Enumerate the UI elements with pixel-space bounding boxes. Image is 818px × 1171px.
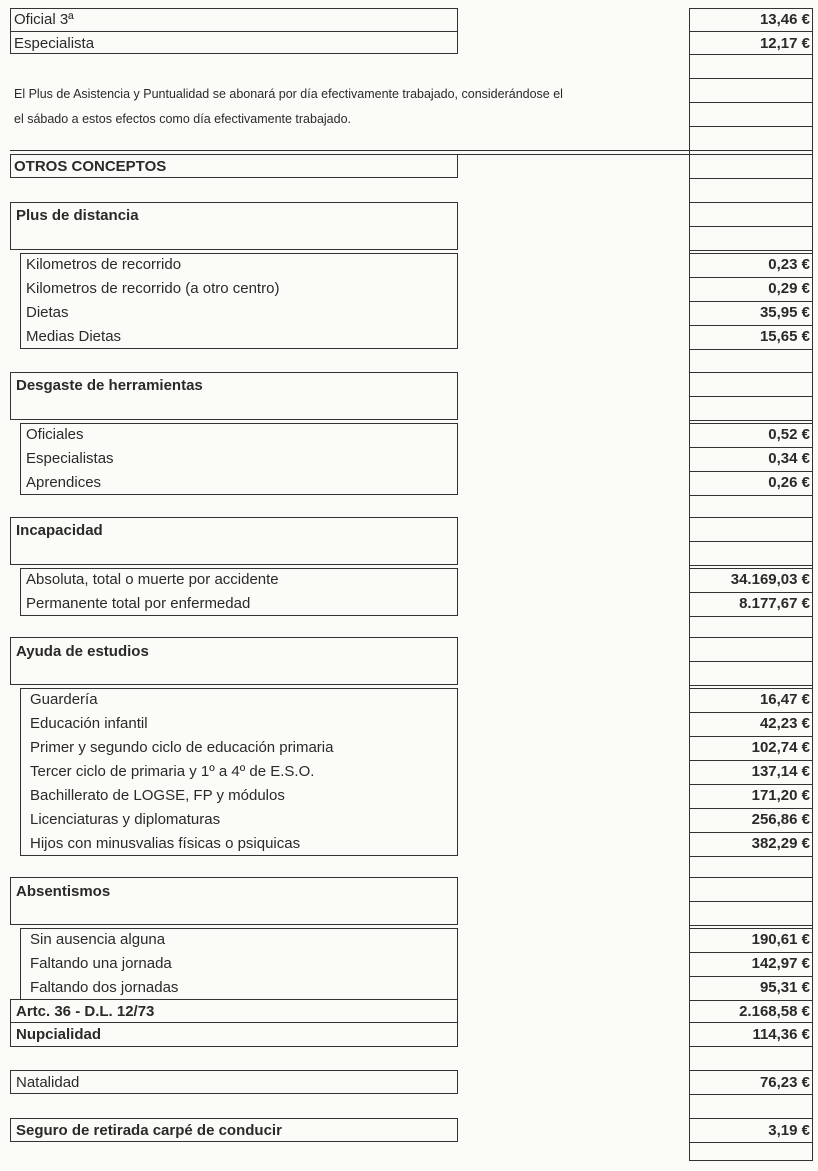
value-column-gridline xyxy=(689,784,813,785)
otros-conceptos-title: OTROS CONCEPTOS xyxy=(14,158,167,175)
note-line-2: el sábado a estos efectos como día efectivamente trabajado. xyxy=(14,112,352,126)
value-column-gridline xyxy=(689,541,813,542)
value-column-gridline xyxy=(689,928,813,929)
incapacidad-item-value: 34.169,03 € xyxy=(730,571,810,588)
value-column-gridline xyxy=(689,78,813,79)
estudios-item-value: 382,29 € xyxy=(751,835,810,852)
value-column-gridline xyxy=(689,202,813,203)
herramientas-title: Desgaste de herramientas xyxy=(16,377,203,394)
value-column-gridline xyxy=(689,1022,813,1023)
distancia-item-value: 35,95 € xyxy=(759,304,810,321)
value-column-gridline xyxy=(689,1046,813,1047)
value-column-gridline xyxy=(689,901,813,902)
distancia-item-label: Kilometros de recorrido (a otro centro) xyxy=(26,280,280,297)
value-column-gridline xyxy=(689,150,813,151)
artc-label: Artc. 36 - D.L. 12/73 xyxy=(16,1003,155,1020)
value-column-gridline xyxy=(689,226,813,227)
absentismos-item-label: Faltando dos jornadas xyxy=(30,979,179,996)
value-column-gridline xyxy=(689,54,813,55)
value-column-gridline xyxy=(689,102,813,103)
value-column-gridline xyxy=(689,925,813,926)
value-column-right-border xyxy=(812,8,813,1160)
estudios-item-value: 42,23 € xyxy=(759,715,810,732)
value-column-gridline xyxy=(689,877,813,878)
value-column-gridline xyxy=(689,661,813,662)
value-column-gridline xyxy=(689,637,813,638)
value-column-gridline xyxy=(689,808,813,809)
value-column-gridline xyxy=(689,1000,813,1001)
value-column-gridline xyxy=(689,952,813,953)
estudios-title: Ayuda de estudios xyxy=(16,643,149,660)
row-value-oficial-3: 13,46 € xyxy=(759,11,810,28)
estudios-item-label: Primer y segundo ciclo de educación primaria xyxy=(30,739,334,756)
value-column-gridline xyxy=(689,760,813,761)
row-label-oficial-3: Oficial 3ª xyxy=(14,11,74,28)
note-line-1: El Plus de Asistencia y Puntualidad se abonará por día efectivamente trabajado, considerándose el xyxy=(14,87,563,101)
value-column-gridline xyxy=(689,420,813,421)
value-column-gridline xyxy=(689,832,813,833)
value-column-gridline xyxy=(689,31,813,32)
estudios-item-label: Hijos con minusvalias físicas o psiquicas xyxy=(30,835,301,852)
value-column-gridline xyxy=(689,253,813,254)
row-divider xyxy=(10,1022,458,1023)
seguro-value: 3,19 € xyxy=(768,1122,810,1139)
value-column-gridline xyxy=(689,1070,813,1071)
distancia-item-label: Dietas xyxy=(26,304,69,321)
value-column-gridline xyxy=(689,1160,813,1161)
value-column-gridline xyxy=(689,277,813,278)
value-column-gridline xyxy=(689,1142,813,1143)
estudios-item-label: Guardería xyxy=(30,691,98,708)
otros-rule-top xyxy=(10,150,690,151)
natalidad-label: Natalidad xyxy=(16,1074,80,1091)
row-label-especialista: Especialista xyxy=(14,35,95,52)
distancia-item-value: 15,65 € xyxy=(759,328,810,345)
herramientas-item-label: Oficiales xyxy=(26,426,84,443)
value-column-gridline xyxy=(689,1094,813,1095)
value-column-gridline xyxy=(689,736,813,737)
herramientas-item-value: 0,34 € xyxy=(768,450,810,467)
value-column-gridline xyxy=(689,126,813,127)
value-column-gridline xyxy=(689,565,813,566)
absentismos-item-label: Sin ausencia alguna xyxy=(30,931,166,948)
estudios-item-value: 16,47 € xyxy=(759,691,810,708)
estudios-item-label: Educación infantil xyxy=(30,715,148,732)
nupcialidad-value: 114,36 € xyxy=(752,1026,810,1043)
value-column-gridline xyxy=(689,685,813,686)
herramientas-item-label: Especialistas xyxy=(26,450,114,467)
value-column-gridline xyxy=(689,372,813,373)
estudios-item-label: Licenciaturas y diplomaturas xyxy=(30,811,221,828)
value-column-gridline xyxy=(689,592,813,593)
estudios-item-value: 102,74 € xyxy=(751,739,810,756)
incapacidad-item-value: 8.177,67 € xyxy=(739,595,810,612)
value-column-gridline xyxy=(689,616,813,617)
absentismos-title: Absentismos xyxy=(16,883,111,900)
natalidad-value: 76,23 € xyxy=(759,1074,810,1091)
value-column-gridline xyxy=(689,349,813,350)
estudios-item-label: Tercer ciclo de primaria y 1º a 4º de E.S.O. xyxy=(30,763,315,780)
value-column-gridline xyxy=(689,517,813,518)
value-column-gridline xyxy=(689,495,813,496)
value-column-gridline xyxy=(689,396,813,397)
herramientas-item-value: 0,52 € xyxy=(768,426,810,443)
value-column-gridline xyxy=(689,568,813,569)
row-value-especialista: 12,17 € xyxy=(759,35,810,52)
herramientas-item-value: 0,26 € xyxy=(768,474,810,491)
distancia-item-value: 0,23 € xyxy=(768,256,810,273)
artc-value: 2.168,58 € xyxy=(739,1003,810,1020)
seguro-label: Seguro de retirada carpé de conducir xyxy=(16,1122,282,1139)
value-column-gridline xyxy=(689,1118,813,1119)
value-column-gridline xyxy=(689,250,813,251)
value-column-gridline xyxy=(689,423,813,424)
value-column-gridline xyxy=(689,976,813,977)
estudios-item-value: 256,86 € xyxy=(751,811,810,828)
incapacidad-item-label: Absoluta, total o muerte por accidente xyxy=(26,571,279,588)
distancia-item-label: Medias Dietas xyxy=(26,328,122,345)
distancia-item-label: Kilometros de recorrido xyxy=(26,256,182,273)
value-column-gridline xyxy=(689,688,813,689)
value-column-gridline xyxy=(689,471,813,472)
value-column-gridline xyxy=(689,301,813,302)
nupcialidad-label: Nupcialidad xyxy=(16,1026,102,1043)
absentismos-item-value: 190,61 € xyxy=(751,931,810,948)
distancia-title: Plus de distancia xyxy=(16,207,139,224)
absentismos-item-value: 142,97 € xyxy=(751,955,810,972)
herramientas-item-label: Aprendices xyxy=(26,474,102,491)
estudios-item-value: 137,14 € xyxy=(751,763,810,780)
absentismos-item-value: 95,31 € xyxy=(759,979,810,996)
row-divider xyxy=(10,31,458,32)
value-column-gridline xyxy=(689,856,813,857)
value-column-gridline xyxy=(689,154,813,155)
distancia-item-value: 0,29 € xyxy=(768,280,810,297)
value-column-gridline xyxy=(689,712,813,713)
absentismos-item-label: Faltando una jornada xyxy=(30,955,172,972)
value-column-gridline xyxy=(689,325,813,326)
incapacidad-title: Incapacidad xyxy=(16,522,103,539)
estudios-item-label: Bachillerato de LOGSE, FP y módulos xyxy=(30,787,285,804)
incapacidad-item-label: Permanente total por enfermedad xyxy=(26,595,251,612)
value-column-gridline xyxy=(689,178,813,179)
estudios-item-value: 171,20 € xyxy=(751,787,810,804)
value-column-gridline xyxy=(689,8,813,9)
value-column-gridline xyxy=(689,447,813,448)
